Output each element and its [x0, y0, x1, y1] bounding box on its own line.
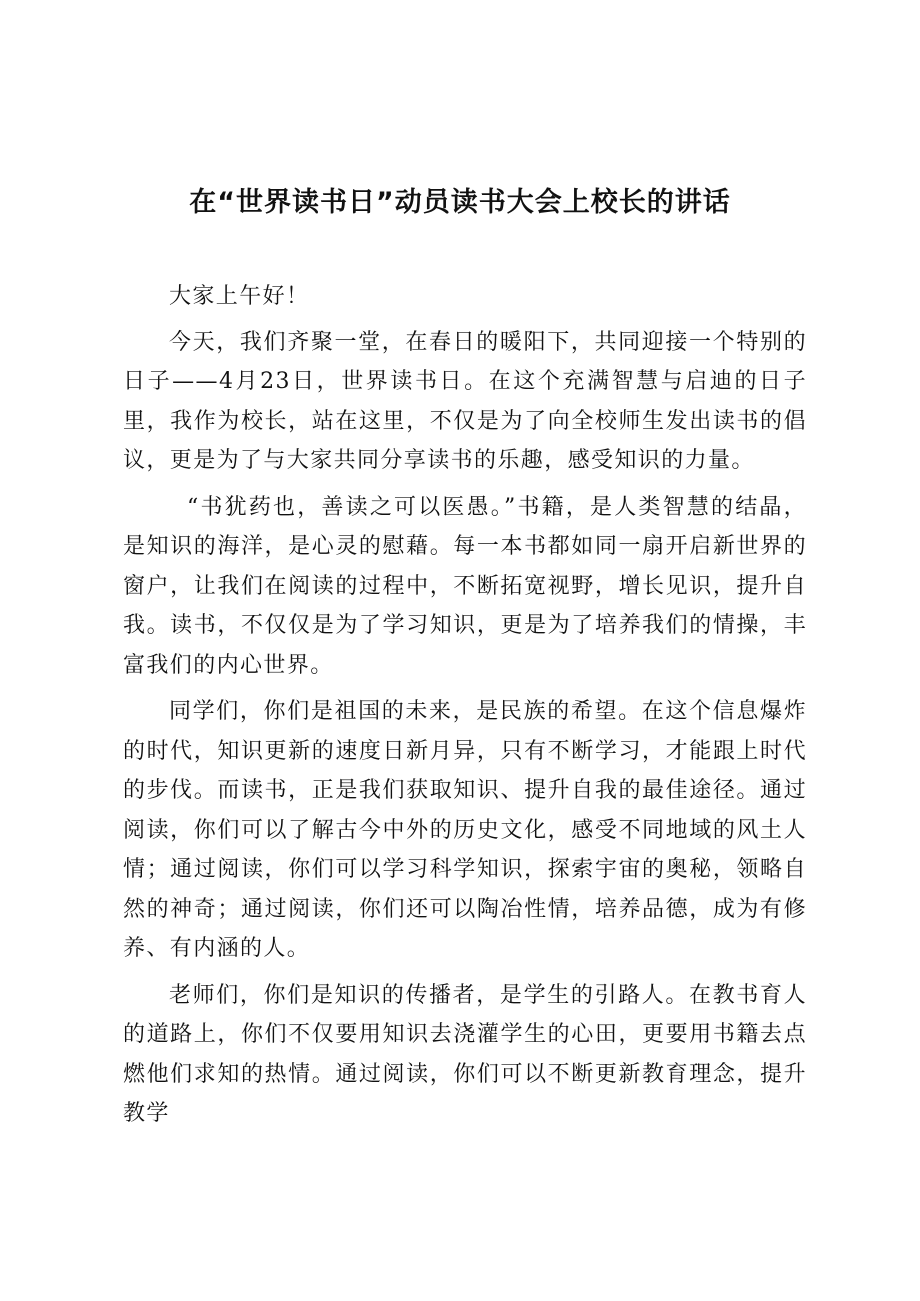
opening-paragraph: 今天，我们齐聚一堂，在春日的暖阳下，共同迎接一个特别的日子——4月23日，世界读书日。在这个充满智慧与启迪的日子里，我作为校长，站在这里，不仅是为了向全校师生发出读书的倡议，更是为了与大家共同分享读书的乐趣，感受知识的力量。 [123, 329, 807, 473]
teachers-paragraph: 老师们，你们是知识的传播者，是学生的引路人。在教书育人的道路上，你们不仅要用知识去浇灌学生的心田，更要用书籍去点燃他们求知的热情。通过阅读，你们可以不断更新教育理念，提升教学 [123, 982, 807, 1126]
greeting-paragraph: 大家上午好！ [169, 284, 310, 309]
quote-paragraph: “书犹药也，善读之可以医愚。”书籍，是人类智慧的结晶，是知识的海洋，是心灵的慰藉。每一本书都如同一扇开启新世界的窗户，让我们在阅读的过程中，不断拓宽视野，增长见识，提升自我。读书，不仅仅是为了学习知识，更是为了培养我们的情操，丰富我们的内心世界。 [123, 494, 807, 678]
document-title: 在“世界读书日”动员读书大会上校长的讲话 [189, 187, 731, 218]
speech-body [123, 277, 807, 1141]
students-paragraph: 同学们，你们是祖国的未来，是民族的希望。在这个信息爆炸的时代，知识更新的速度日新月异，只有不断学习，才能跟上时代的步伐。而读书，正是我们获取知识、提升自我的最佳途径。通过阅读，你们可以了解古今中外的历史文化，感受不同地域的风土人情；通过阅读，你们可以学习科学知识，探索宇宙的奥秘，领略自然的神奇；通过阅读，你们还可以陶冶性情，培养品德，成为有修养、有内涵的人。 [123, 699, 807, 961]
